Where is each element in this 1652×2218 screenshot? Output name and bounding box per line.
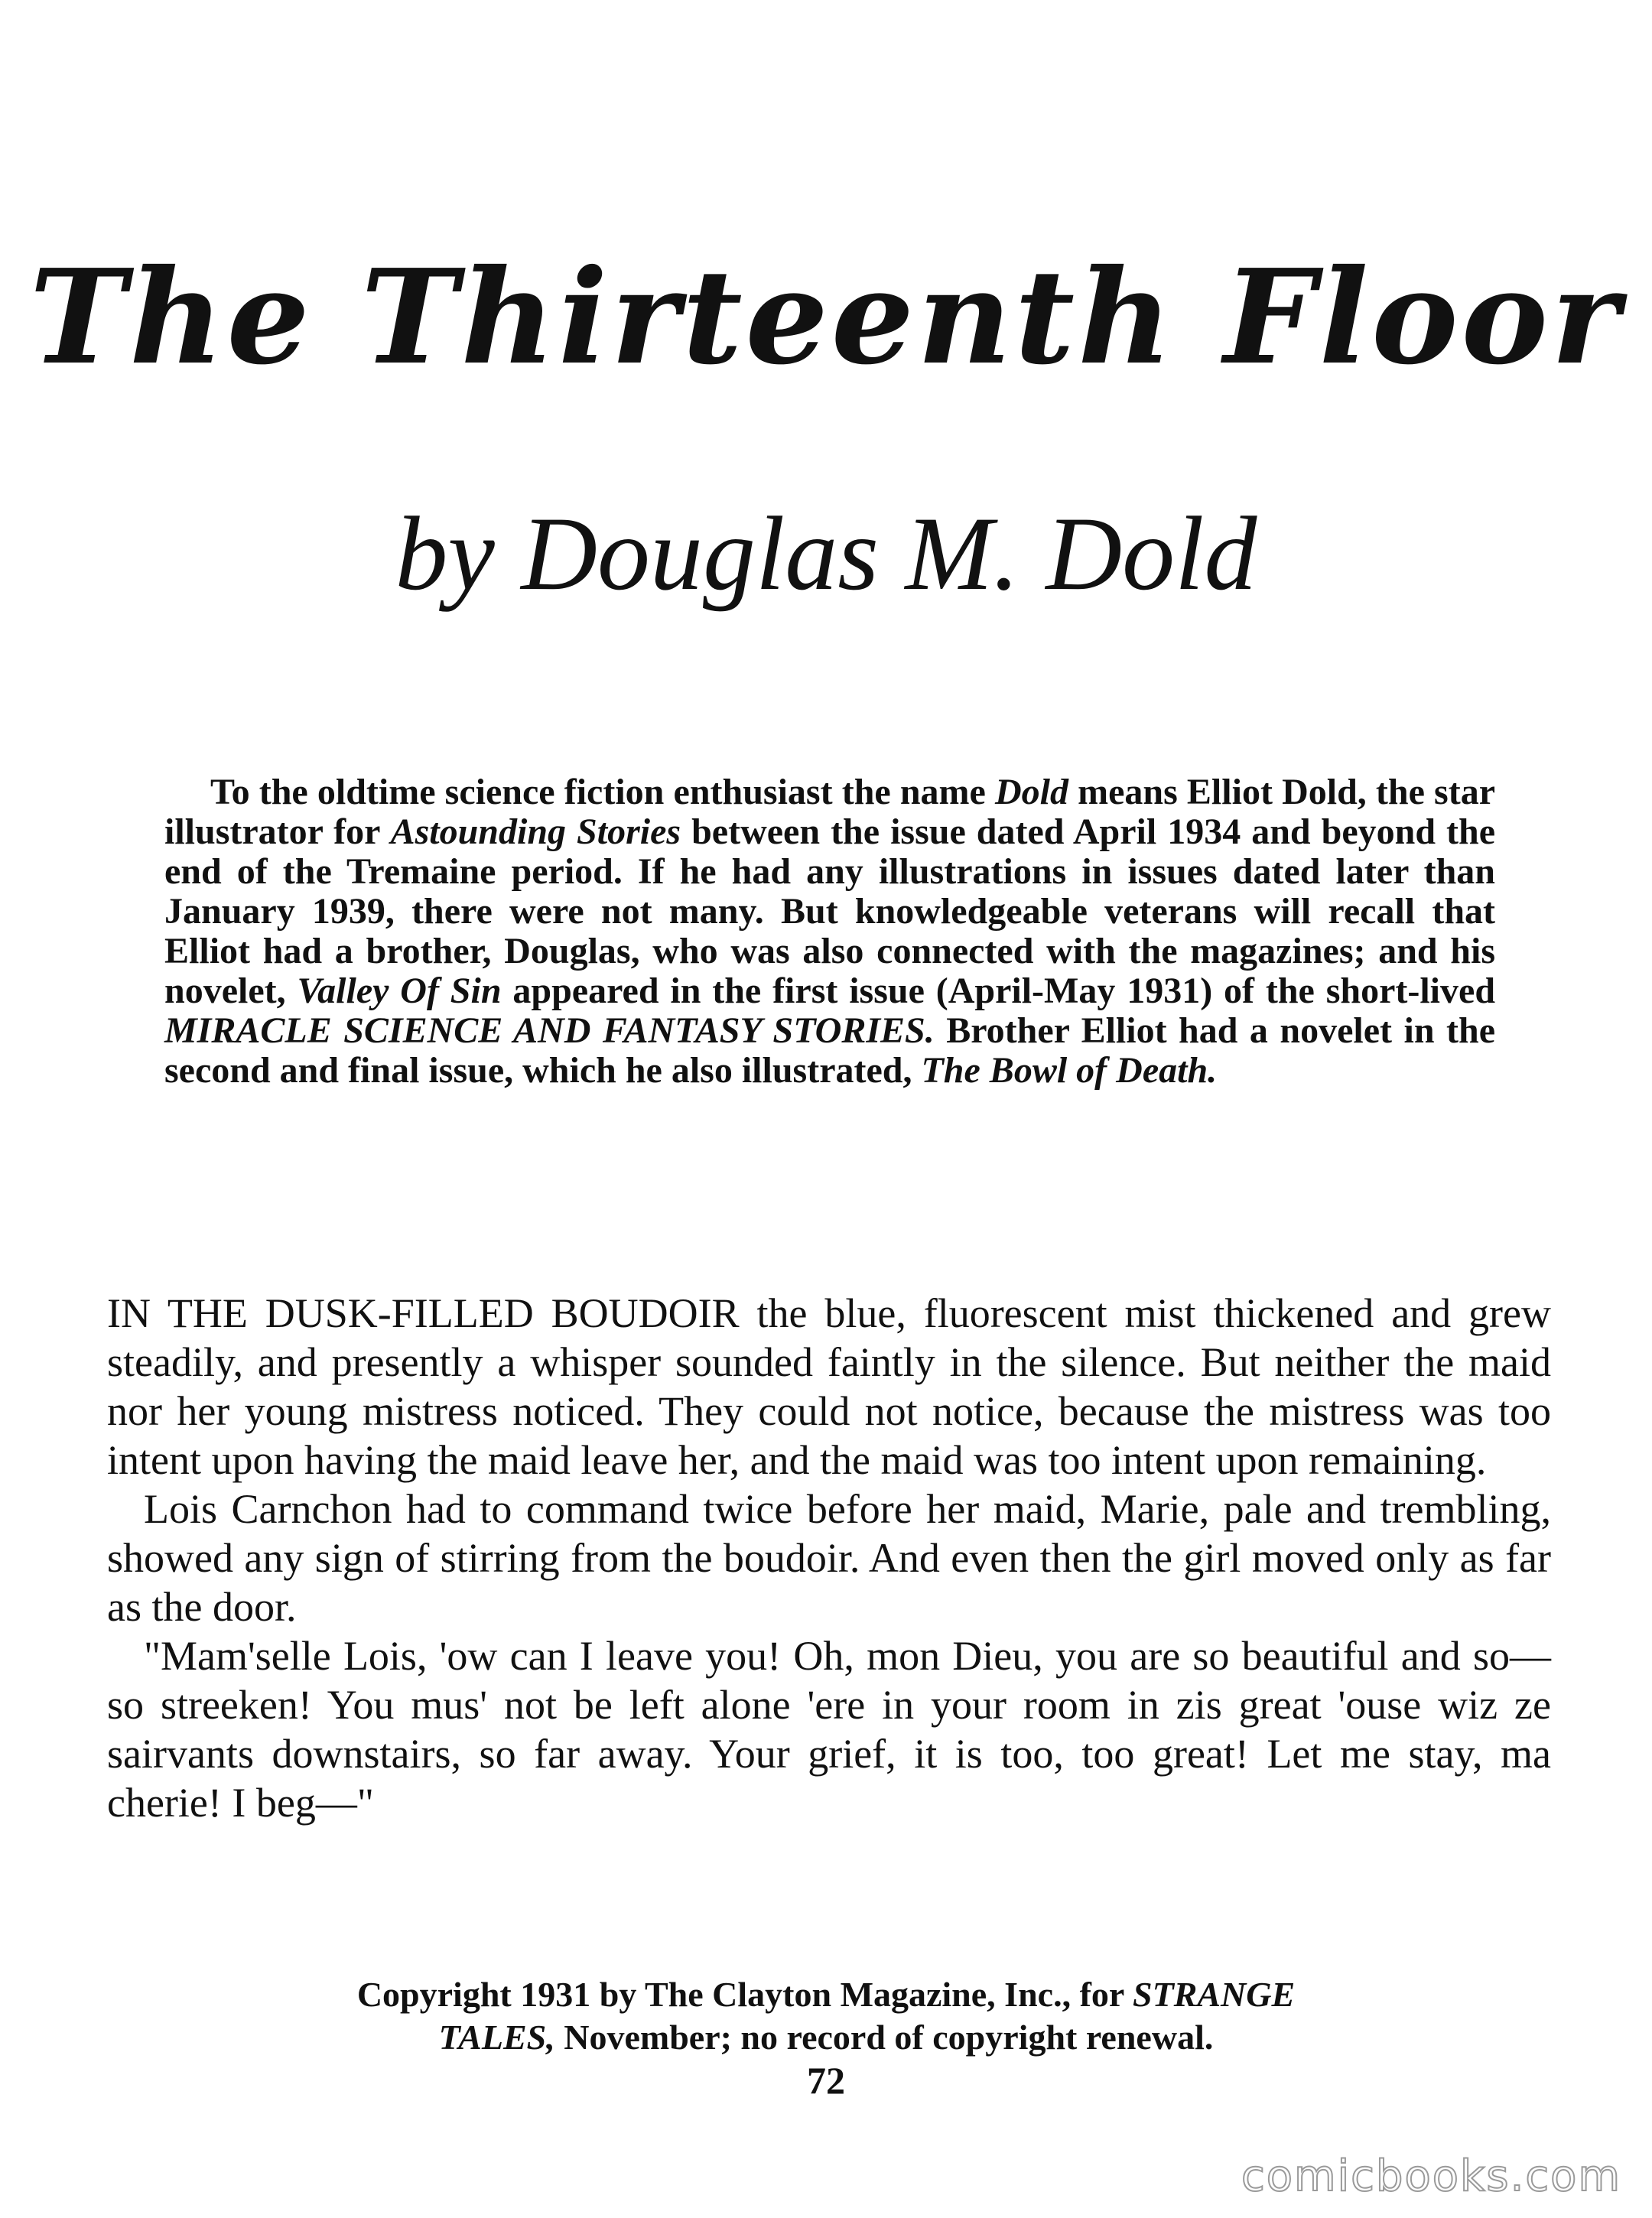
intro-text: means Elliot Dold, the star illustrator for <box>164 772 1495 852</box>
watermark-logo: comicbooks.com <box>1241 2151 1621 2201</box>
copyright-notice <box>229 1973 1423 2059</box>
intro-italic-text: Astounding Stories <box>390 811 681 852</box>
intro-italic-text: MIRACLE SCIENCE AND FANTASY STORIES. <box>164 1010 935 1051</box>
editorial-introduction <box>164 772 1495 1091</box>
intro-italic-text: Dold <box>994 772 1068 812</box>
story-title: The Thirteenth Floor <box>29 241 1623 394</box>
author-byline: by Douglas M. Dold <box>395 495 1257 612</box>
story-lead-in: IN THE DUSK-FILLED BOUDOIR <box>107 1290 740 1336</box>
intro-text: between the issue dated April 1934 and beyond the end of the Tremaine period. If he had any illustrations in issues dated later than January 1939, there were not many. But knowledgeable veterans will recall that Elliot had a brother, Douglas, who was also connected with the magazines; and his novelet, <box>164 811 1496 1011</box>
story-paragraph-text: Lois Carnchon had to command twice before her maid, Marie, pale and trembling, showed any sign of stirring from the boudoir. And even then the girl moved only as far as the door. <box>107 1486 1551 1630</box>
intro-italic-text: Valley Of Sin <box>297 971 502 1011</box>
intro-text: appeared in the first issue (April-May 1931) of the short-lived <box>501 971 1496 1011</box>
story-paragraph-text: "Mam'selle Lois, 'ow can I leave you! Oh, mon Dieu, you are so beautiful and so—so streeken! You mus' not be left alone 'ere in your room in zis great 'ouse wiz ze sairvants downstairs, so far away. Your grief, it is too, too great! Let me stay, ma cherie! I beg—" <box>107 1633 1551 1826</box>
story-paragraph <box>107 1485 1551 1631</box>
intro-paragraph <box>164 772 1495 1091</box>
story-paragraph-text: the blue, fluorescent mist thickened and grew steadily, and presently a whisper sounded faintly in the silence. But neither the maid nor her young mistress noticed. They could not notice, because the mistress was too intent upon having the maid leave her, and the maid was too intent upon remaining. <box>107 1290 1551 1483</box>
story-paragraph <box>107 1289 1551 1485</box>
copyright-text: November; no record of copyright renewal. <box>554 2018 1214 2057</box>
page-number: 72 <box>807 2059 845 2102</box>
intro-italic-text: The Bowl of Death. <box>921 1050 1218 1091</box>
intro-text: To the oldtime science fiction enthusiast the name <box>210 772 995 812</box>
story-body <box>107 1289 1551 1827</box>
copyright-italic-text: TALES, <box>438 2018 555 2057</box>
story-paragraph <box>107 1631 1551 1827</box>
copyright-italic-text: STRANGE <box>1132 1975 1296 2014</box>
copyright-text: Copyright 1931 by The Clayton Magazine, Inc., for <box>356 1975 1133 2014</box>
intro-text: Brother Elliot had a novelet in the second and final issue, which he also illustrated, <box>164 1010 1495 1091</box>
copyright-line-1 <box>229 1973 1423 2016</box>
copyright-line-2 <box>229 2016 1423 2059</box>
